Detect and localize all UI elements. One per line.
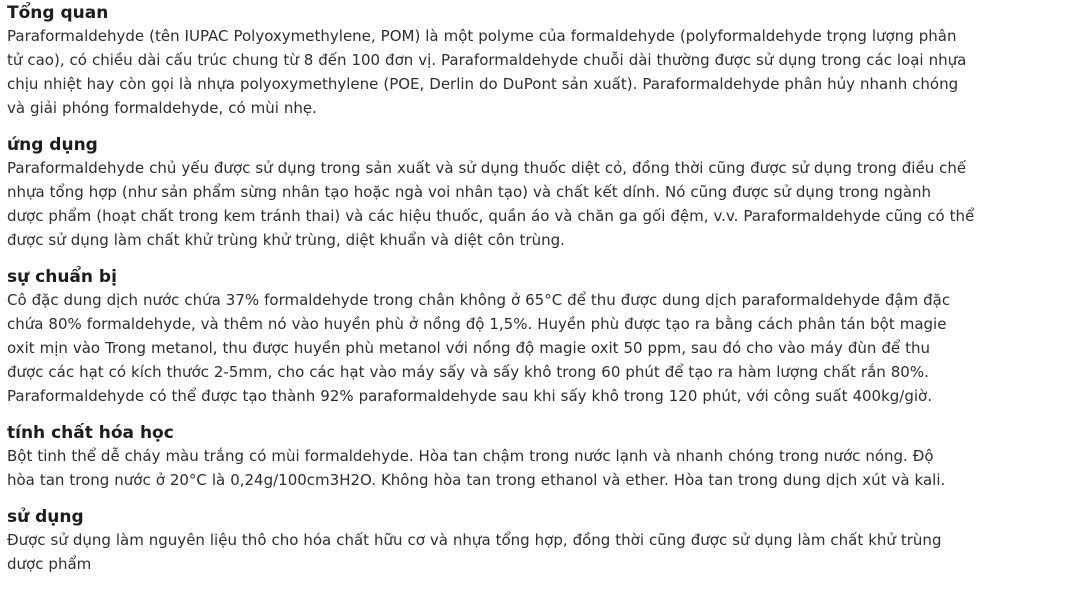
section-body: Paraformaldehyde (tên IUPAC Polyoxymethylene, POM) là một polyme của formaldehyde (polyformaldehyde trọng lượng phân tử cao), có chiều dài cấu trúc chung từ 8 đến 100 đơn vị. Paraformaldehyde chuỗi dài thường được sử dụng trong các loại nhựa chịu nhiệt hay còn gọi là nhựa polyoxymethylene (POE, Derlin do DuPont sản xuất). Paraformaldehyde phân hủy nhanh chóng và giải phóng formaldehyde, có mùi nhẹ.	[7, 27, 967, 117]
section-body: Cô đặc dung dịch nước chứa 37% formaldehyde trong chân không ở 65°C để thu được dung dịch paraformaldehyde đậm đặc chứa 80% formaldehyde, và thêm nó vào huyền phù ở nồng độ 1,5%. Huyền phù được tạo ra bằng cách phân tán bột magie oxit mịn vào Trong metanol, thu được huyền phù metanol với nồng độ magie oxit 50 ppm, sau đó cho vào máy đùn để thu được các hạt có kích thước 2-5mm, cho các hạt vào máy sấy và sấy khô trong 60 phút để tạo ra hàm lượng chất rắn 80%. Paraformaldehyde có thể được tạo thành 92% paraformaldehyde sau khi sấy khô trong 120 phút, với công suất 400kg/giờ.	[7, 291, 951, 405]
section-body: Được sử dụng làm nguyên liệu thô cho hóa chất hữu cơ và nhựa tổng hợp, đồng thời cũng được sử dụng làm chất khử trùng dược phẩm	[7, 531, 942, 573]
section-applications	[7, 134, 1073, 252]
section-heading: tính chất hóa học	[7, 423, 174, 443]
section-preparation	[7, 266, 1073, 408]
section-body: Bột tinh thể dễ cháy màu trắng có mùi formaldehyde. Hòa tan chậm trong nước lạnh và nhanh chóng trong nước nóng. Độ hòa tan trong nước ở 20°C là 0,24g/100cm3H2O. Không hòa tan trong ethanol và ether. Hòa tan trong dung dịch xút và kali.	[7, 447, 946, 489]
section-body: Paraformaldehyde chủ yếu được sử dụng trong sản xuất và sử dụng thuốc diệt cỏ, đồng thời cũng được sử dụng trong điều chế nhựa tổng hợp (như sản phẩm sừng nhân tạo hoặc ngà voi nhân tạo) và chất kết dính. Nó cũng được sử dụng trong ngành dược phẩm (hoạt chất trong kem tránh thai) và các hiệu thuốc, quần áo và chăn ga gối đệm, v.v. Paraformaldehyde cũng có thể được sử dụng làm chất khử trùng khử trùng, diệt khuẩn và diệt côn trùng.	[7, 159, 975, 249]
section-uses	[7, 506, 1073, 576]
section-heading: ứng dụng	[7, 135, 98, 155]
section-chemical-properties	[7, 422, 1073, 492]
section-heading: Tổng quan	[7, 3, 109, 23]
section-overview	[7, 2, 1073, 120]
section-heading: sử dụng	[7, 507, 84, 527]
section-heading: sự chuẩn bị	[7, 267, 117, 287]
